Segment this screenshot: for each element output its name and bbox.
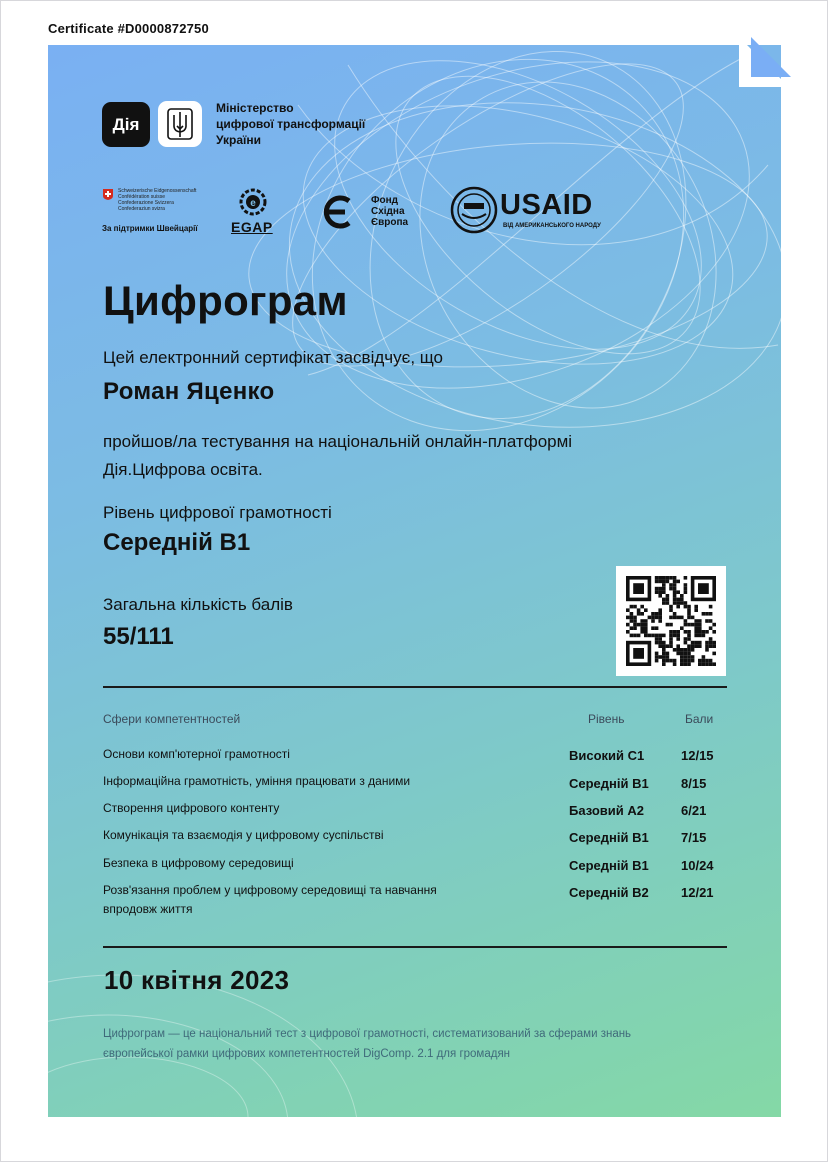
competence-score: 12/21 xyxy=(681,885,714,900)
divider-bottom xyxy=(103,946,727,948)
footnote: Цифрограм — це національний тест з цифрової грамотності, систематизований за сферами знань європейської рамки цифрових компетентностей DigComp. 2.1 для громадян xyxy=(103,1028,632,1060)
divider-top xyxy=(103,686,727,688)
fond-logo-icon xyxy=(317,191,359,233)
competence-area: Створення цифрового контенту xyxy=(103,801,280,815)
competence-level: Середній B2 xyxy=(569,885,649,900)
competence-level: Середній B1 xyxy=(569,858,649,873)
competence-score: 6/21 xyxy=(681,803,707,818)
usaid-subtitle: ВІД АМЕРИКАНСЬКОГО НАРОДУ xyxy=(503,223,601,229)
level-label: Рівень цифрової грамотності xyxy=(103,503,332,522)
competence-score: 8/15 xyxy=(681,776,707,791)
competence-score: 12/15 xyxy=(681,748,714,763)
column-header-score: Бали xyxy=(685,712,714,726)
competence-area: Безпека в цифровому середовищі xyxy=(103,856,294,870)
competence-level: Високий C1 xyxy=(569,748,645,763)
competence-level: Середній B1 xyxy=(569,830,649,845)
person-name: Роман Яценко xyxy=(103,378,275,405)
egap-logo: EGAP xyxy=(231,219,273,235)
diia-logo: Дія xyxy=(102,102,150,147)
folded-corner-icon xyxy=(739,37,791,89)
qr-code[interactable] xyxy=(616,566,726,676)
level-value: Середній B1 xyxy=(103,529,251,556)
egap-gear-icon xyxy=(236,186,270,218)
certificate-id: Certificate #D0000872750 xyxy=(48,21,209,36)
fond-logo-text: Фонд Східна Європа xyxy=(371,195,409,228)
column-header-area: Сфери компетентностей xyxy=(103,712,241,726)
competence-score: 7/15 xyxy=(681,830,707,845)
swiss-caption: За підтримки Швейцарії xyxy=(102,224,198,233)
swiss-cross-icon xyxy=(102,188,114,201)
competence-area: Основи комп'ютерної грамотності xyxy=(103,747,290,761)
score-value: 55/111 xyxy=(103,623,174,650)
certificate-title: Цифрограм xyxy=(103,277,348,324)
competence-area: Розв'язання проблем у цифровому середовищі та навчання впродовж життя xyxy=(103,883,437,916)
certificate-date: 10 квітня 2023 xyxy=(104,965,290,995)
swiss-logo: Schweizerische Eidgenossenschaft Confédération suisse Confederazione Svizzera Confederaziun svizra xyxy=(102,188,212,212)
usaid-logo: USAID xyxy=(500,189,593,221)
certificate-card xyxy=(48,45,781,1117)
svg-text:e: e xyxy=(250,198,256,209)
ministry-name: Міністерство цифрової трансформації України xyxy=(216,101,366,147)
competence-area: Комунікація та взаємодія у цифровому суспільстві xyxy=(103,828,384,842)
competence-area: Інформаційна грамотність, уміння працювати з даними xyxy=(103,774,411,788)
intro-text: Цей електронний сертифікат засвідчує, що xyxy=(103,348,444,367)
column-header-level: Рівень xyxy=(588,712,625,726)
competence-level: Базовий A2 xyxy=(569,803,645,818)
trident-icon xyxy=(158,101,202,147)
passed-text: пройшов/ла тестування на національній онлайн-платформі Дія.Цифрова освіта. xyxy=(103,432,573,479)
score-label: Загальна кількість балів xyxy=(103,595,293,614)
competence-level: Середній B1 xyxy=(569,776,649,791)
usaid-seal-icon xyxy=(450,186,498,234)
competence-score: 10/24 xyxy=(681,858,714,873)
